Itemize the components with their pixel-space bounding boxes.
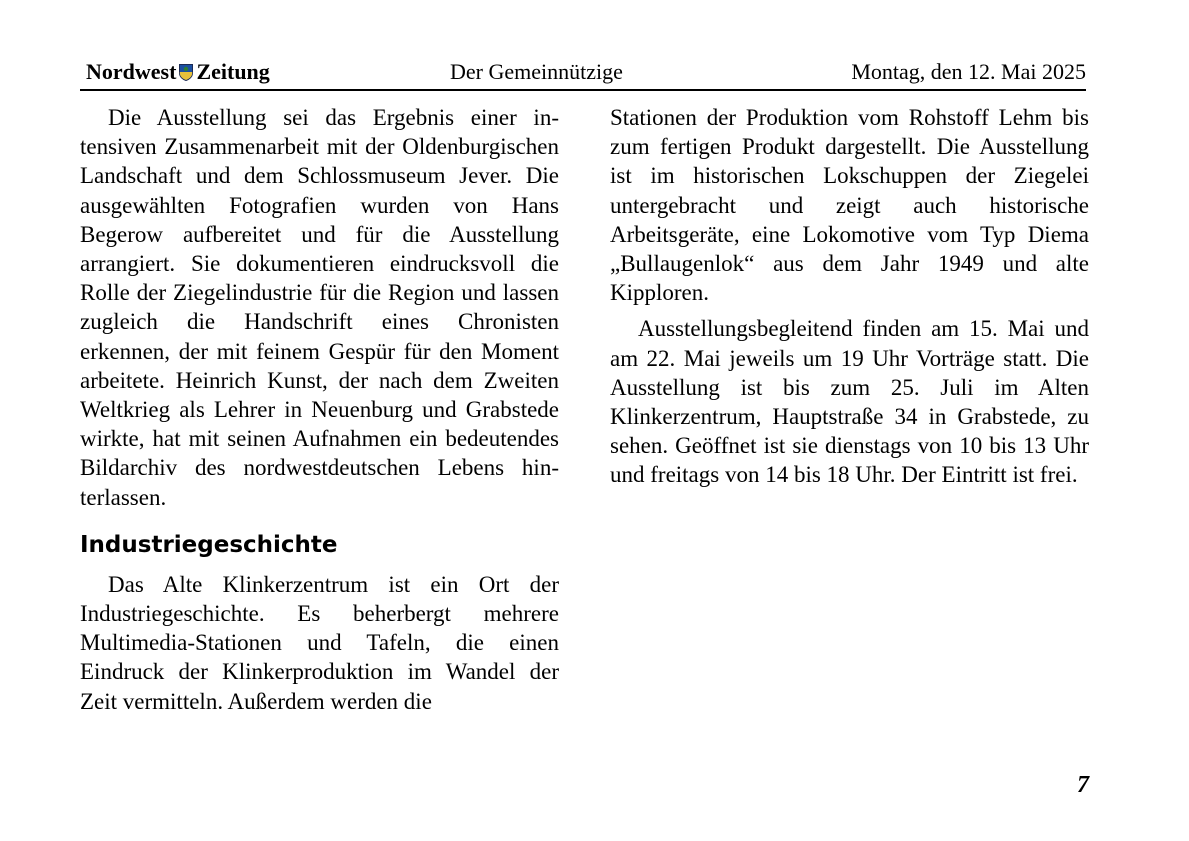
article-paragraph: Die Ausstellung sei das Ergebnis einer intensiven Zusammenarbeit mit der Oldenburgischen Landschaft und dem Schlossmuseum Jever. Die ausgewählten Fotografien wurden von Hans Begerow aufbereitet und für die Ausstellung arrangiert. Sie dokumentieren eindrucksvoll die Rolle der Ziegelindustrie für die Region und lassen zugleich die Handschrift eines Chronisten erkennen, der mit feinem Gespür für den Moment arbeitete. Heinrich Kunst, der nach dem Zweiten Weltkrieg als Lehrer in Neuenburg und Grabstede wirkte, hat mit seinen Aufnahmen ein bedeutendes Bildarchiv des nordwestdeutschen Lebens hinterlassen. xyxy=(80,105,559,510)
article-paragraph: Stationen der Produktion vom Rohstoff Lehm bis zum fertigen Produkt dargestellt. Die Ausstellung ist im historischen Lokschuppen der Ziegelei untergebracht und zeigt auch historische Arbeitsgeräte, eine Lokomotive vom Typ Diema „Bullaugenlok“ aus dem Jahr 1949 und alte Kipploren. xyxy=(610,105,1089,306)
article-column-left xyxy=(80,103,559,716)
article-subheading: Industriegeschichte xyxy=(80,531,338,558)
masthead-word-2: Zeitung xyxy=(196,59,270,84)
article-paragraph: Das Alte Klinkerzentrum ist ein Ort der Industriegeschichte. Es beherbergt mehrere Multimedia-Stationen und Tafeln, die einen Eindruck der Klinkerproduktion im Wandel der Zeit vermitteln. Außerdem werden die xyxy=(80,571,559,714)
issue-date: Montag, den 12. Mai 2025 xyxy=(851,59,1086,84)
page-header xyxy=(86,57,1086,87)
masthead-word-1: Nordwest xyxy=(86,59,177,84)
article-column-right xyxy=(610,103,1089,490)
article-paragraph: Ausstellungsbegleitend finden am 15. Mai und am 22. Mai jeweils um 19 Uhr Vorträge statt. Die Ausstellung ist bis zum 25. Juli im Alten Klinkerzentrum, Hauptstraße 34 in Grabstede, zu sehen. Geöffnet ist sie dienstags von 10 bis 13 Uhr und freitags von 14 bis 18 Uhr. Der Eintritt ist frei. xyxy=(610,316,1089,488)
section-title: Der Gemeinnützige xyxy=(450,59,623,84)
header-divider xyxy=(80,89,1086,91)
newspaper-masthead xyxy=(86,57,270,87)
coat-of-arms-icon xyxy=(179,64,193,81)
page-number: 7 xyxy=(1077,772,1089,798)
